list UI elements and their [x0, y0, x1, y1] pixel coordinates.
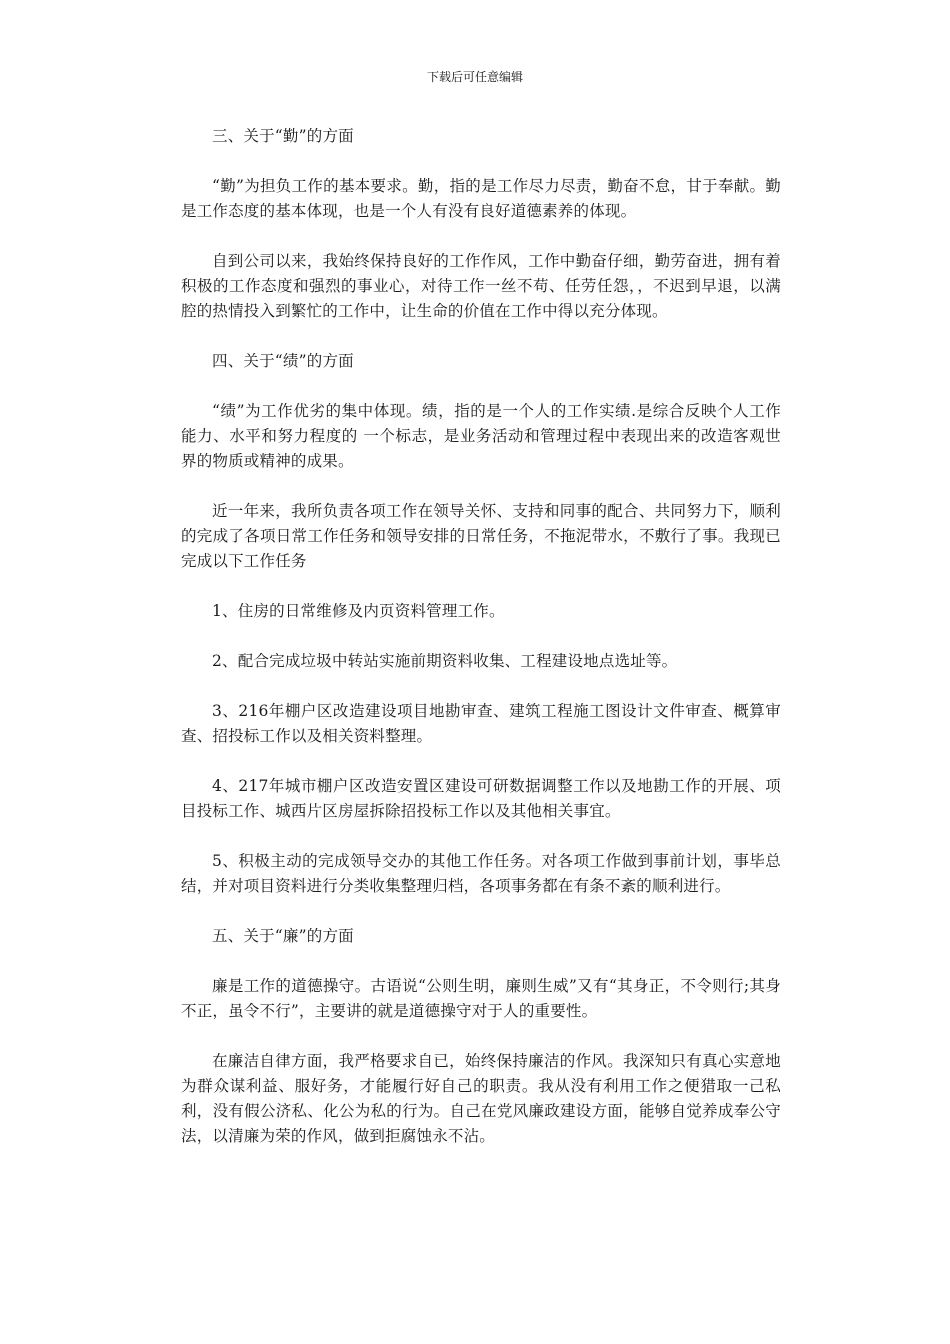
paragraph-qin-definition: “勤”为担负工作的基本要求。勤，指的是工作尽力尽责，勤奋不怠，甘于奉献。勤是工作态度的基本体现，也是一个人有没有良好道德素养的体现。 [181, 177, 781, 220]
paragraph-gap [181, 749, 781, 774]
task-item-1: 1、住房的日常维修及内页资料管理工作。 [212, 602, 505, 620]
section-heading-qin: 三、关于“勤”的方面 [212, 127, 354, 145]
paragraph-gap [181, 824, 781, 849]
section-heading-ji: 四、关于“绩”的方面 [212, 352, 354, 370]
paragraph-qin-practice: 自到公司以来，我始终保持良好的工作作风，工作中勤奋仔细，勤劳奋进，拥有着积极的工作态度和强烈的事业心，对待工作一丝不苟、任劳任怨，，不迟到早退，以满腔的热情投入到繁忙的工作中，让生命的价值在工作中得以充分体现。 [181, 252, 781, 320]
paragraph-gap [181, 324, 781, 349]
paragraph-gap [181, 149, 781, 174]
page-header-note: 下载后可任意编辑 [426, 70, 523, 84]
paragraph-ji-definition: “绩”为工作优劣的集中体现。绩，指的是一个人的工作实绩.是综合反映个人工作能力、水平和努力程度的 一个标志，是业务活动和管理过程中表现出来的改造客观世界的物质或精神的成果。 [181, 402, 781, 470]
paragraph-gap [181, 574, 781, 599]
paragraph-lian-definition: 廉是工作的道德操守。古语说“公则生明，廉则生威”又有“其身正，不令则行;其身不正，虽令不行”，主要讲的就是道德操守对于人的重要性。 [181, 977, 781, 1020]
paragraph-gap [181, 674, 781, 699]
paragraph-gap [181, 624, 781, 649]
task-item-2: 2、配合完成垃圾中转站实施前期资料收集、工程建设地点选址等。 [212, 652, 678, 670]
paragraph-gap [181, 474, 781, 499]
task-item-4: 4、217年城市棚户区改造安置区建设可研数据调整工作以及地勘工作的开展、项目投标工作、城西片区房屋拆除招投标工作以及其他相关事宜。 [181, 777, 781, 820]
section-heading-lian: 五、关于“廉”的方面 [212, 927, 354, 945]
task-item-3: 3、216年棚户区改造建设项目地勘审查、建筑工程施工图设计文件审查、概算审查、招投标工作以及相关资料整理。 [181, 702, 781, 745]
paragraph-gap [181, 899, 781, 924]
paragraph-lian-practice: 在廉洁自律方面，我严格要求自已，始终保持廉洁的作风。我深知只有真心实意地为群众谋利益、服好务，才能履行好自己的职责。我从没有利用工作之便猎取一己私利，没有假公济私、化公为私的行为。自己在党风廉政建设方面，能够自觉养成奉公守法，以清廉为荣的作风，做到拒腐蚀永不沾。 [181, 1052, 781, 1145]
paragraph-ji-summary: 近一年来，我所负责各项工作在领导关怀、支持和同事的配合、共同努力下，顺利的完成了各项日常工作任务和领导安排的日常任务，不拖泥带水，不敷行了事。我现已完成以下工作任务 [181, 502, 781, 570]
document-body [181, 124, 781, 1149]
task-item-5: 5、积极主动的完成领导交办的其他工作任务。对各项工作做到事前计划，事毕总结，并对项目资料进行分类收集整理归档，各项事务都在有条不紊的顺利进行。 [181, 852, 781, 895]
paragraph-gap [181, 374, 781, 399]
paragraph-gap [181, 949, 781, 974]
paragraph-gap [181, 224, 781, 249]
paragraph-gap [181, 1024, 781, 1049]
